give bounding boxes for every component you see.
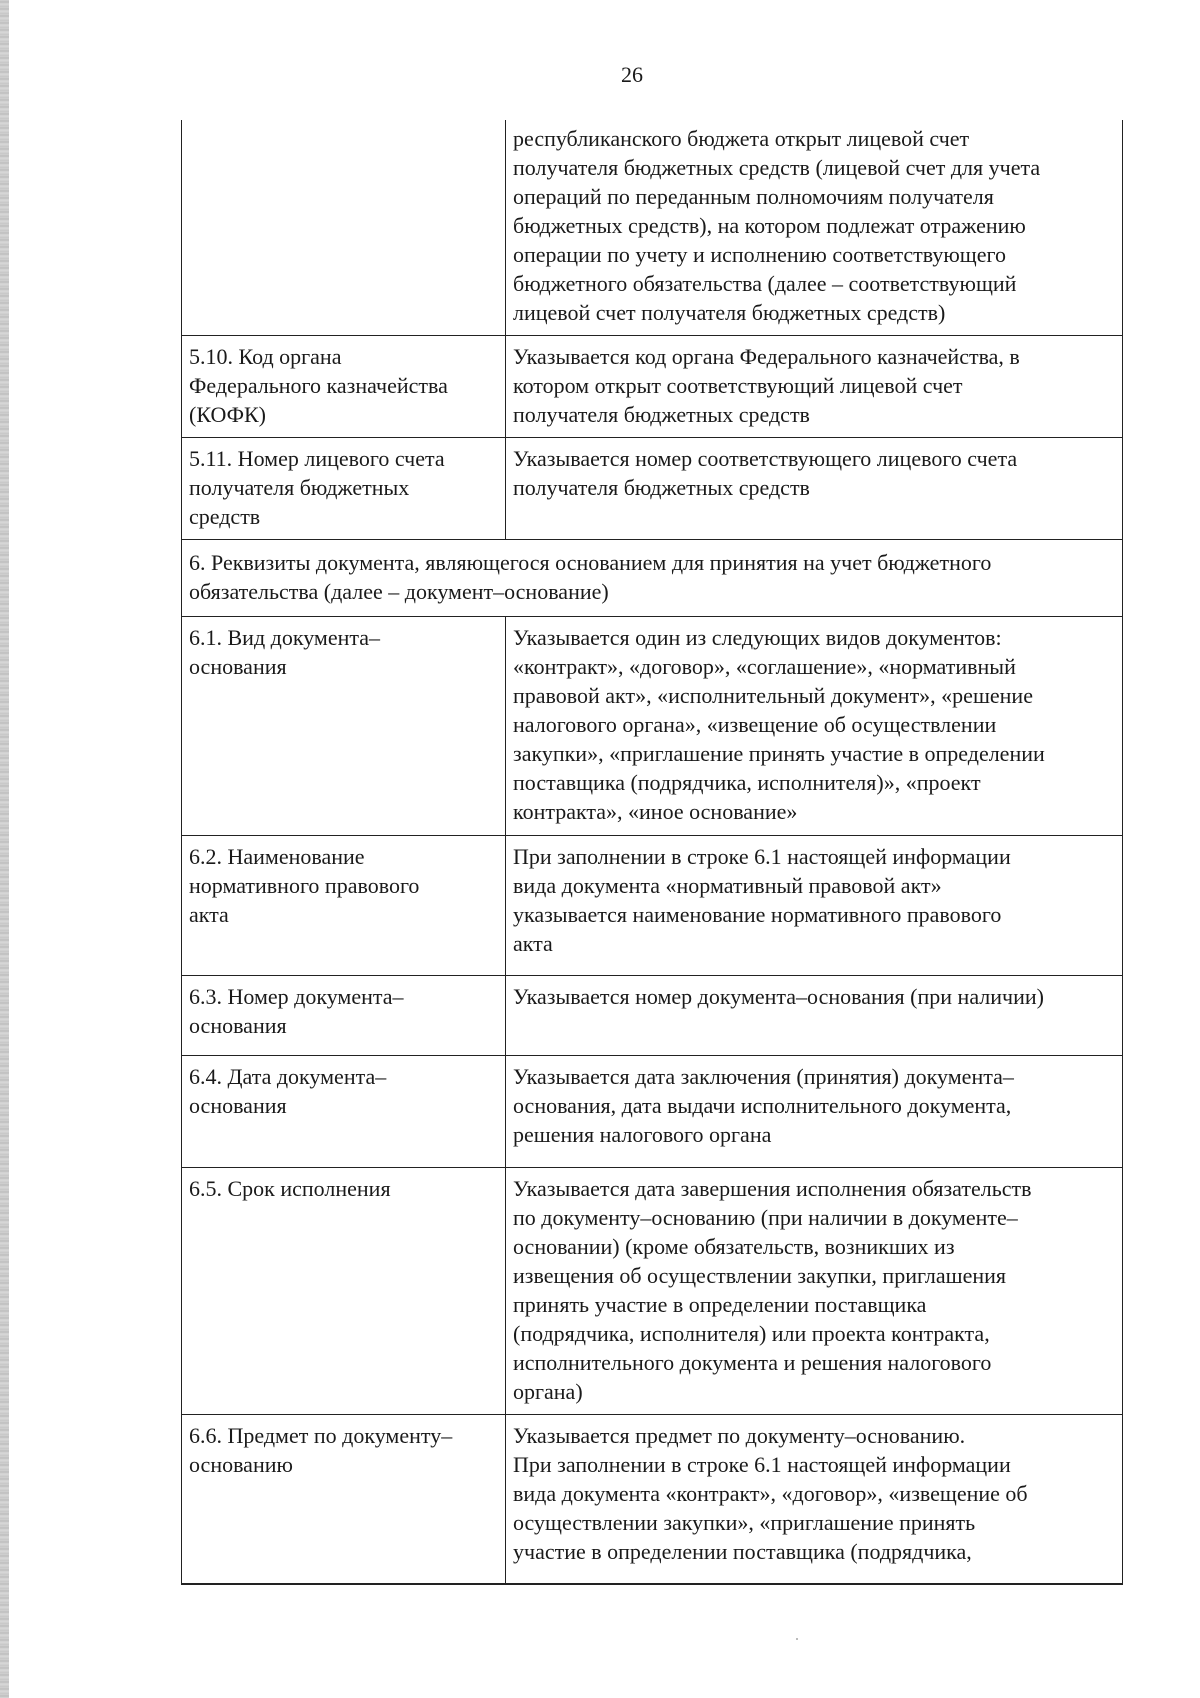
field-cell: 5.11. Номер лицевого счета получателя бюджетных средств — [182, 438, 506, 540]
table-row — [182, 120, 1123, 336]
scan-edge — [0, 0, 9, 1698]
description-cell: Указывается один из следующих видов документов: «контракт», «договор», «соглашение», «нормативный правовой акт», «исполнительный документ», «решение налогового органа», «извещение об осуществлении закупки», «приглашение принять участие в определении поставщика (подрядчика, исполнителя)», «проект контракта», «иное основание» — [506, 617, 1123, 836]
description-cell: При заполнении в строке 6.1 настоящей информации вида документа «нормативный правовой акт» указывается наименование нормативного правового акта — [506, 836, 1123, 976]
requisites-table — [181, 120, 1123, 1585]
section-6-header: 6. Реквизиты документа, являющегося основанием для принятия на учет бюджетного обязательства (далее – документ–основание) — [182, 540, 1123, 617]
table-row — [182, 1168, 1123, 1415]
table-row — [182, 438, 1123, 540]
table-row — [182, 1056, 1123, 1168]
table-row — [182, 1415, 1123, 1584]
description-cell: Указывается номер соответствующего лицевого счета получателя бюджетных средств — [506, 438, 1123, 540]
description-cell: Указывается код органа Федерального казначейства, в котором открыт соответствующий лицевой счет получателя бюджетных средств — [506, 336, 1123, 438]
scan-speck — [796, 1638, 798, 1640]
section-header-row — [182, 540, 1123, 617]
field-cell: 6.1. Вид документа– основания — [182, 617, 506, 836]
description-cell: Указывается дата завершения исполнения обязательств по документу–основанию (при наличии в документе– основании) (кроме обязательств, возникших из извещения об осуществлении закупки, приглашения принять участие в определении поставщика (подрядчика, исполнителя) или проекта контракта, исполнительного документа и решения налогового органа) — [506, 1168, 1123, 1415]
table-row — [182, 336, 1123, 438]
table-row — [182, 976, 1123, 1056]
field-cell: 6.5. Срок исполнения — [182, 1168, 506, 1415]
field-cell: 6.6. Предмет по документу– основанию — [182, 1415, 506, 1584]
field-cell: 6.3. Номер документа– основания — [182, 976, 506, 1056]
field-cell: 6.2. Наименование нормативного правового акта — [182, 836, 506, 976]
field-cell — [182, 120, 506, 336]
page-number: 26 — [621, 62, 643, 87]
description-cell: Указывается дата заключения (принятия) документа– основания, дата выдачи исполнительного документа, решения налогового органа — [506, 1056, 1123, 1168]
description-cell: Указывается предмет по документу–основанию. При заполнении в строке 6.1 настоящей информации вида документа «контракт», «договор», «извещение об осуществлении закупки», «приглашение принять участие в определении поставщика (подрядчика, — [506, 1415, 1123, 1584]
field-cell: 5.10. Код органа Федерального казначейства (КОФК) — [182, 336, 506, 438]
field-cell: 6.4. Дата документа– основания — [182, 1056, 506, 1168]
table-row — [182, 617, 1123, 836]
description-cell: Указывается номер документа–основания (при наличии) — [506, 976, 1123, 1056]
description-cell: республиканского бюджета открыт лицевой счет получателя бюджетных средств (лицевой счет для учета операций по переданным полномочиям получателя бюджетных средств), на котором подлежат отражению операции по учету и исполнению соответствующего бюджетного обязательства (далее – соответствующий лицевой счет получателя бюджетных средств) — [506, 120, 1123, 336]
table-row — [182, 836, 1123, 976]
